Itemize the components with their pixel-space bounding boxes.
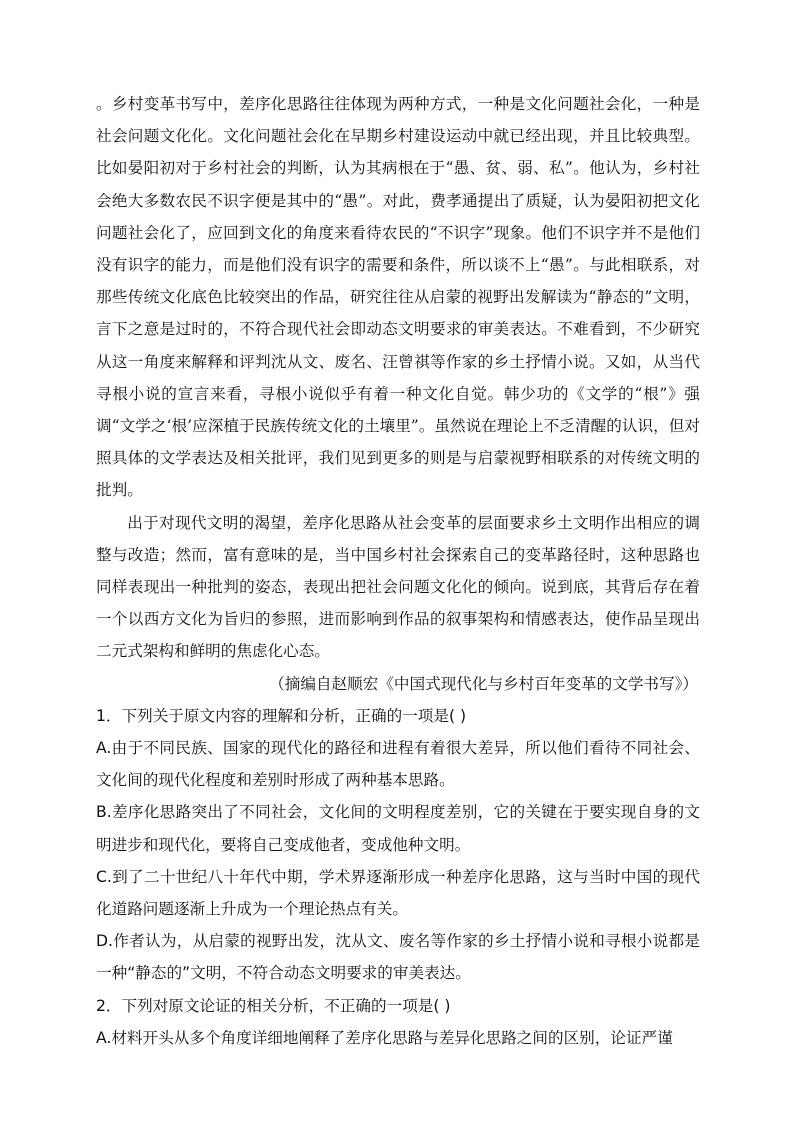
article-paragraph-2: 出于对现代文明的渴望，差序化思路从社会变革的层面要求乡土文明作出相应的调整与改造；然而，富有意味的是，当中国乡村社会探索自己的变革路径时，这种思路也同样表现出一种批判的姿态，表现出把社会问题文化化的倾向。说到底，其背后存在着一个以西方文化为旨归的参照，进而影响到作品的叙事架构和情感表达，使作品呈现出二元式架构和鲜明的焦虑化心态。 (96, 513, 700, 661)
question-1-option-b: B.差序化思路突出了不同社会，文化间的文明程度差别，它的关键在于要实现自身的文明进步和现代化，要将自己变成他者，变成他种文明。 (96, 803, 700, 854)
question-2-option-a: A.材料开头从多个角度详细地阐释了差序化思路与差异化思路之间的区别，论证严谨 (96, 1028, 673, 1047)
question-1-stem: 1．下列关于原文内容的理解和分析，正确的一项是( ) (96, 706, 467, 725)
question-1-option-c: C.到了二十世纪八十年代中期，学术界逐渐形成一种差序化思路，这与当时中国的现代化道路问题逐渐上升成为一个理论热点有关。 (96, 867, 700, 919)
document-page (96, 88, 700, 1054)
article-paragraph-1: 。乡村变革书写中，差序化思路往往体现为两种方式，一种是文化问题社会化，一种是社会问题文化化。文化问题社会化在早期乡村建设运动中就已经出现，并且比较典型。比如晏阳初对于乡村社会的判断，认为其病根在于“愚、贫、弱、私”。他认为，乡村社会绝大多数农民不识字便是其中的“愚”。对此，费孝通提出了质疑，认为晏阳初把文化问题社会化了，应回到文化的角度来看待农民的“不识字”现象。他们不识字并不是他们没有识字的能力，而是他们没有识字的需要和条件，所以谈不上“愚”。与此相联系，对那些传统文化底色比较突出的作品，研究往往从启蒙的视野出发解读为“静态的”文明，言下之意是过时的，不符合现代社会即动态文明要求的审美表达。不难看到，不少研究从这一角度来解释和评判沈从文、废名、汪曾祺等作家的乡土抒情小说。又如，从当代寻根小说的宣言来看，寻根小说似乎有着一种文化自觉。韩少功的《文学的“根”》强调“文学之‘根’应深植于民族传统文化的土壤里”。虽然说在理论上不乏清醒的认识，但对照具体的文学表达及相关批评，我们见到更多的则是与启蒙视野相联系的对传统文明的批判。 (96, 95, 700, 500)
question-2-stem: 2．下列对原文论证的相关分析，不正确的一项是( ) (96, 996, 451, 1015)
question-1-option-a: A.由于不同民族、国家的现代化的路径和进程有着很大差异，所以他们看待不同社会、文化间的现代化程度和差别时形成了两种基本思路。 (96, 739, 700, 790)
article-source: （摘编自赵顺宏《中国式现代化与乡村百年变革的文学书写》） (269, 674, 698, 693)
question-1-option-d: D.作者认为，从启蒙的视野出发，沈从文、废名等作家的乡土抒情小说和寻根小说都是一种“静态的”文明，不符合动态文明要求的审美表达。 (96, 932, 700, 983)
